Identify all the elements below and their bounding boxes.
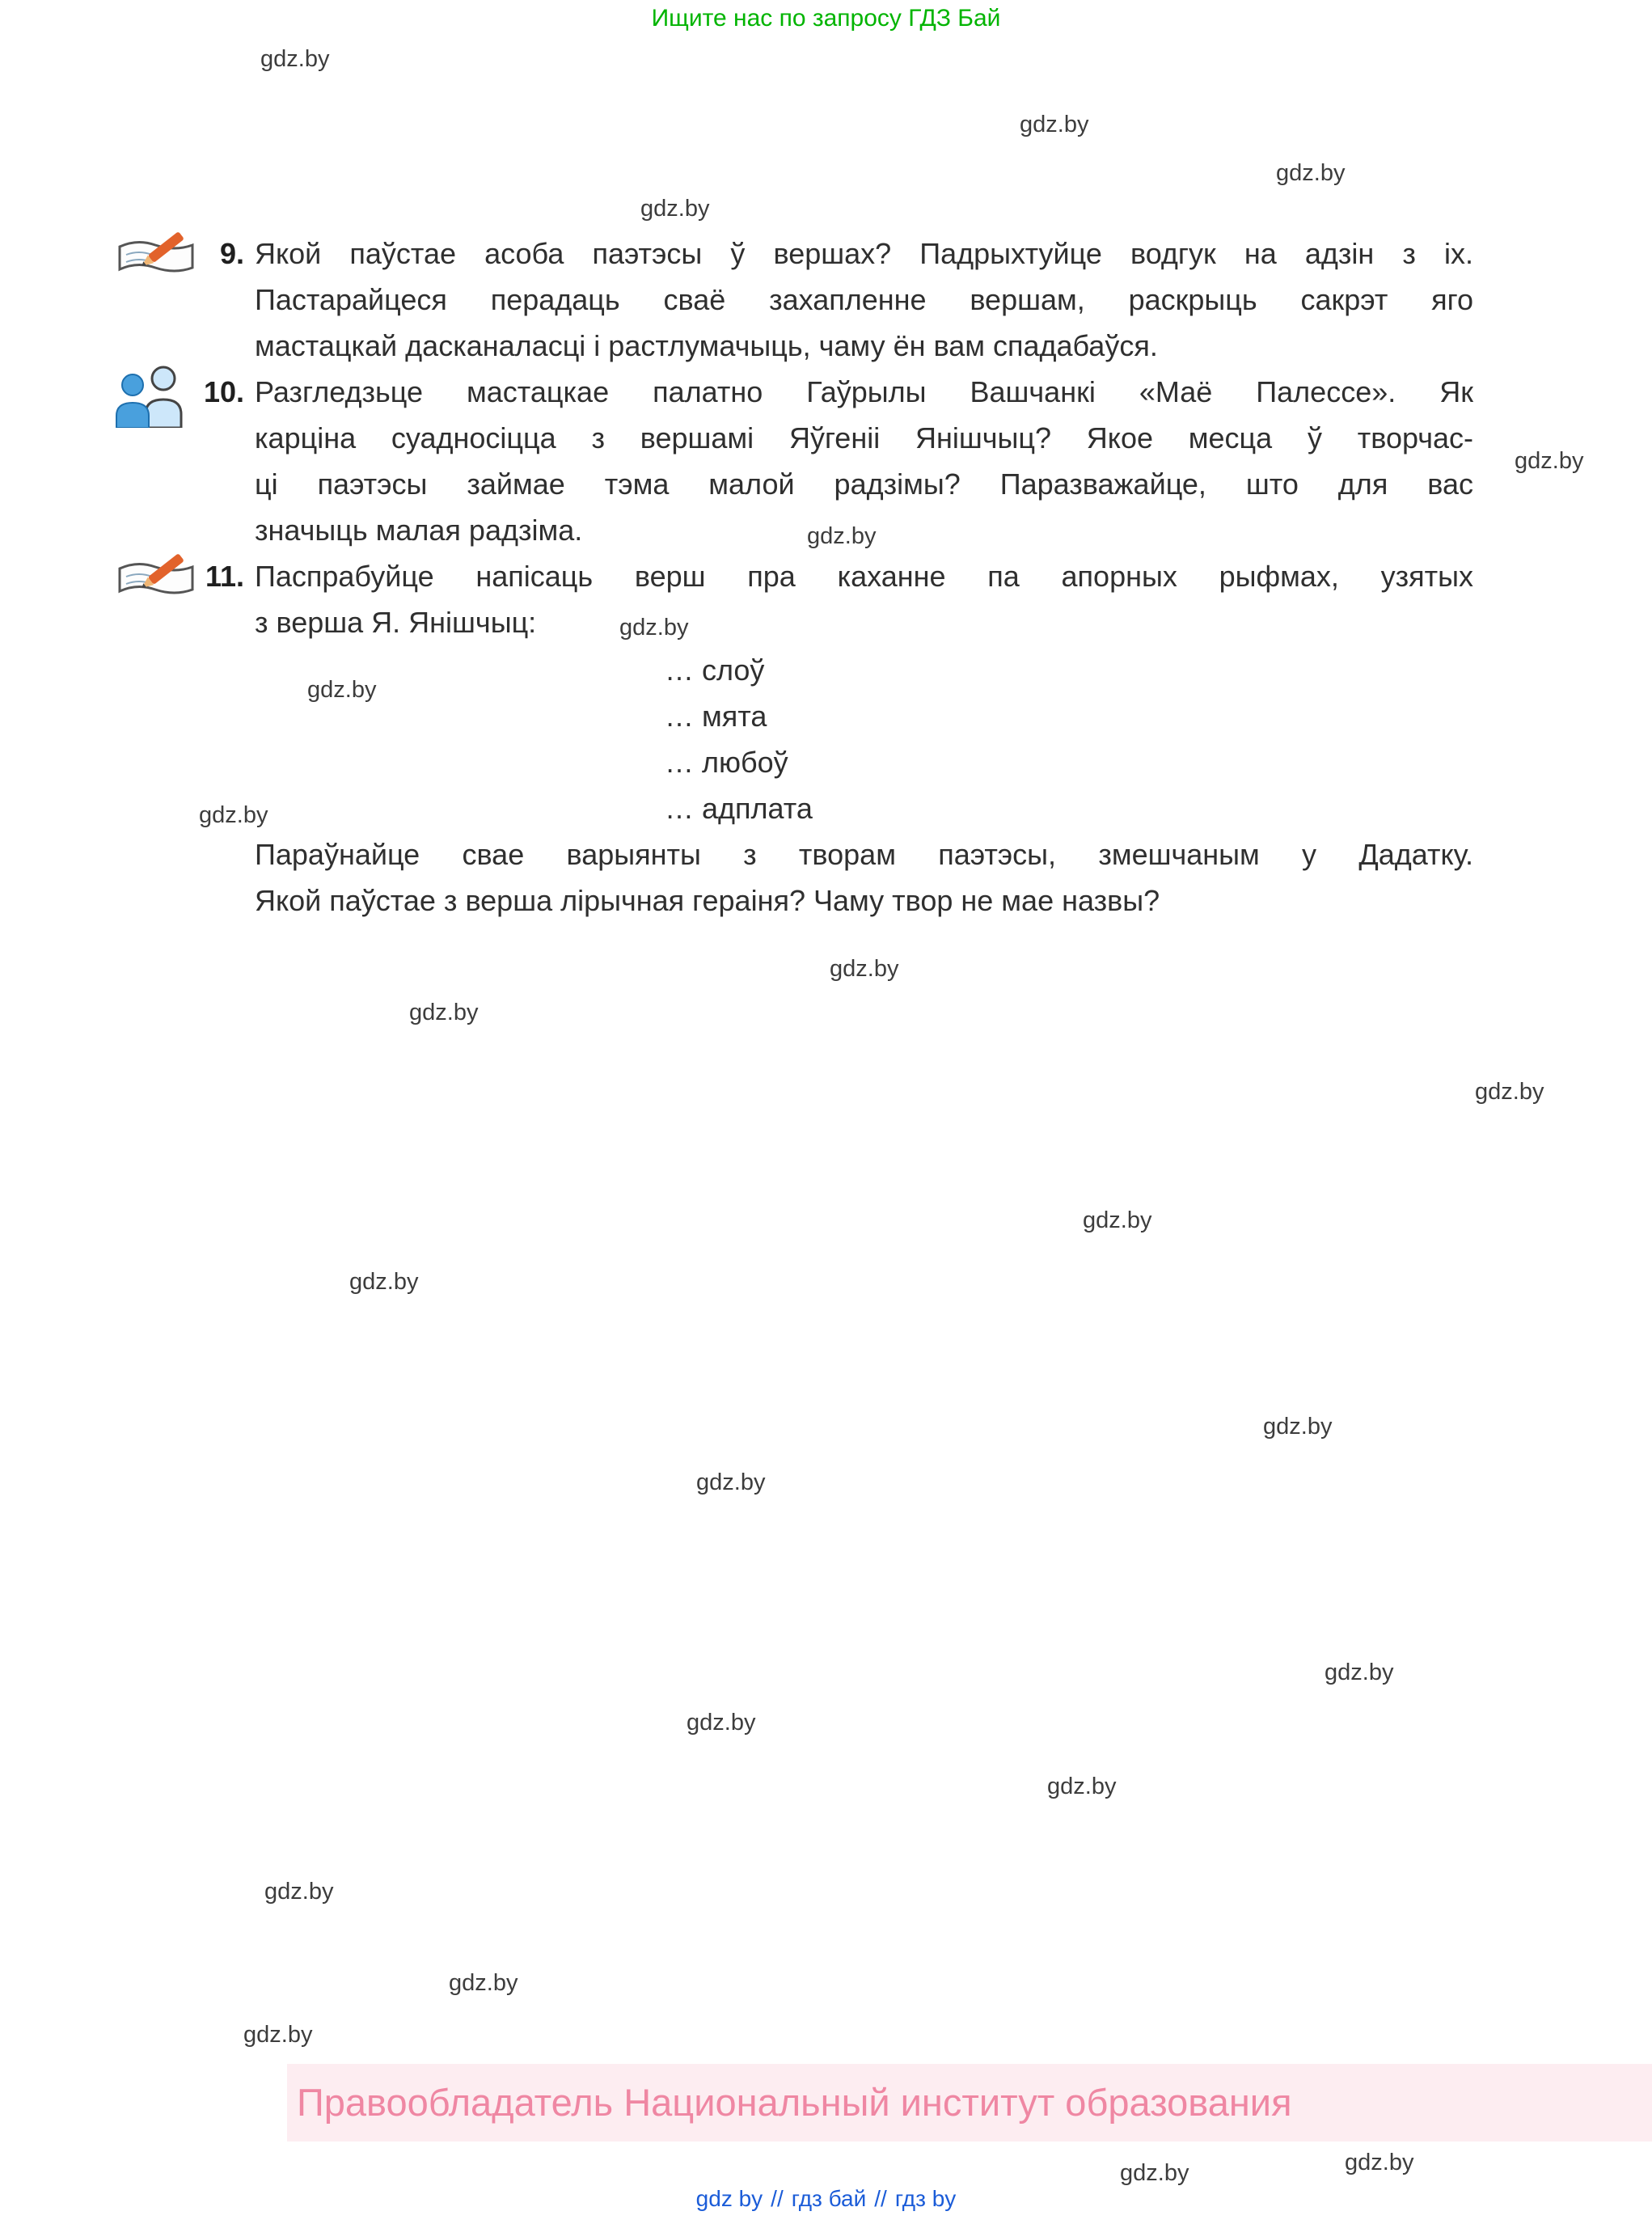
- rhyme-item: … слоў: [665, 653, 765, 687]
- gdz-watermark: gdz.by: [264, 1879, 334, 1905]
- writing-icon: [115, 232, 196, 286]
- pair-work-icon: [110, 361, 194, 428]
- gdz-watermark: gdz.by: [260, 46, 330, 72]
- exercise-11-line: з верша Я. Янішчыц:: [255, 606, 537, 639]
- gdz-watermark: gdz.by: [687, 1710, 756, 1736]
- exercise-9-line: Якой паўстае асоба паэтэсы ў вершах? Падрыхтуйце водгук на адзін з іх.: [255, 237, 1473, 270]
- gdz-watermark: gdz.by: [1276, 160, 1346, 186]
- gdz-watermark: gdz.by: [409, 1000, 479, 1025]
- copyright-text: Правообладатель Национальный институт образования: [297, 2081, 1292, 2124]
- footer-link-gdz-bai[interactable]: гдз бай: [791, 2186, 867, 2211]
- exercise-10-line: значыць малая радзіма.: [255, 514, 583, 547]
- gdz-watermark: gdz.by: [640, 196, 710, 222]
- gdz-watermark: gdz.by: [349, 1269, 419, 1295]
- link-separator: //: [874, 2186, 887, 2211]
- gdz-watermark: gdz.by: [449, 1970, 518, 1996]
- exercise-10-line: Разгледзьце мастацкае палатно Гаўрылы Вашчанкі «Маё Палессе». Як: [255, 375, 1473, 408]
- exercise-11-followup-line: Якой паўстае з верша лірычная гераіня? Чаму твор не мае назвы?: [255, 884, 1160, 917]
- gdz-watermark: gdz.by: [1475, 1079, 1544, 1105]
- gdz-watermark: gdz.by: [1020, 112, 1089, 137]
- gdz-watermark: gdz.by: [1083, 1207, 1152, 1233]
- copyright-banner: [287, 2064, 1652, 2142]
- exercise-11-followup-line: Параўнайце свае варыянты з творам паэтэсы, змешчаным у Дадатку.: [255, 838, 1473, 871]
- gdz-watermark: gdz.by: [1047, 1774, 1117, 1799]
- gdz-watermark: gdz.by: [830, 956, 899, 982]
- rhyme-item: … адплата: [665, 792, 813, 825]
- exercise-11-number: 11.: [205, 560, 244, 593]
- exercise-11-line: Паспрабуйце напісаць верш пра каханне па апорных рыфмах, узятых: [255, 560, 1473, 593]
- promo-header: Ищите нас по запросу ГДЗ Бай: [651, 5, 1001, 32]
- gdz-watermark: gdz.by: [1515, 448, 1584, 474]
- link-separator: //: [771, 2186, 784, 2211]
- rhyme-item: … мята: [665, 700, 767, 733]
- gdz-watermark: gdz.by: [807, 523, 877, 549]
- footer-links: [0, 2186, 1652, 2212]
- gdz-watermark: gdz.by: [619, 615, 689, 641]
- gdz-watermark: gdz.by: [243, 2022, 313, 2048]
- exercise-9-line: Пастарайцеся перадаць сваё захапленне вершам, раскрыць сакрэт яго: [255, 283, 1473, 316]
- gdz-watermark: gdz.by: [1345, 2150, 1414, 2175]
- gdz-watermark: gdz.by: [1120, 2160, 1189, 2186]
- gdz-watermark: gdz.by: [307, 677, 377, 703]
- footer-link-gdz-by-2[interactable]: гдз by: [894, 2186, 957, 2211]
- gdz-watermark: gdz.by: [1263, 1414, 1333, 1440]
- writing-icon: [115, 554, 196, 608]
- footer-link-gdz-by[interactable]: gdz by: [695, 2186, 763, 2211]
- gdz-watermark: gdz.by: [1325, 1660, 1394, 1685]
- exercise-9-number: 9.: [219, 237, 244, 270]
- exercise-10-number: 10.: [203, 375, 244, 408]
- rhyme-item: … любоў: [665, 746, 788, 779]
- gdz-watermark: gdz.by: [199, 802, 268, 828]
- exercise-9-line: мастацкай дасканаласці і растлумачыць, чаму ён вам спадабаўся.: [255, 329, 1158, 362]
- exercise-10-line: ці паэтэсы займае тэма малой радзімы? Паразважайце, што для вас: [255, 467, 1473, 501]
- exercise-10-line: карціна суадносіцца з вершамі Яўгеніі Янішчыц? Якое месца ў творчас-: [255, 421, 1473, 455]
- gdz-watermark: gdz.by: [696, 1469, 766, 1495]
